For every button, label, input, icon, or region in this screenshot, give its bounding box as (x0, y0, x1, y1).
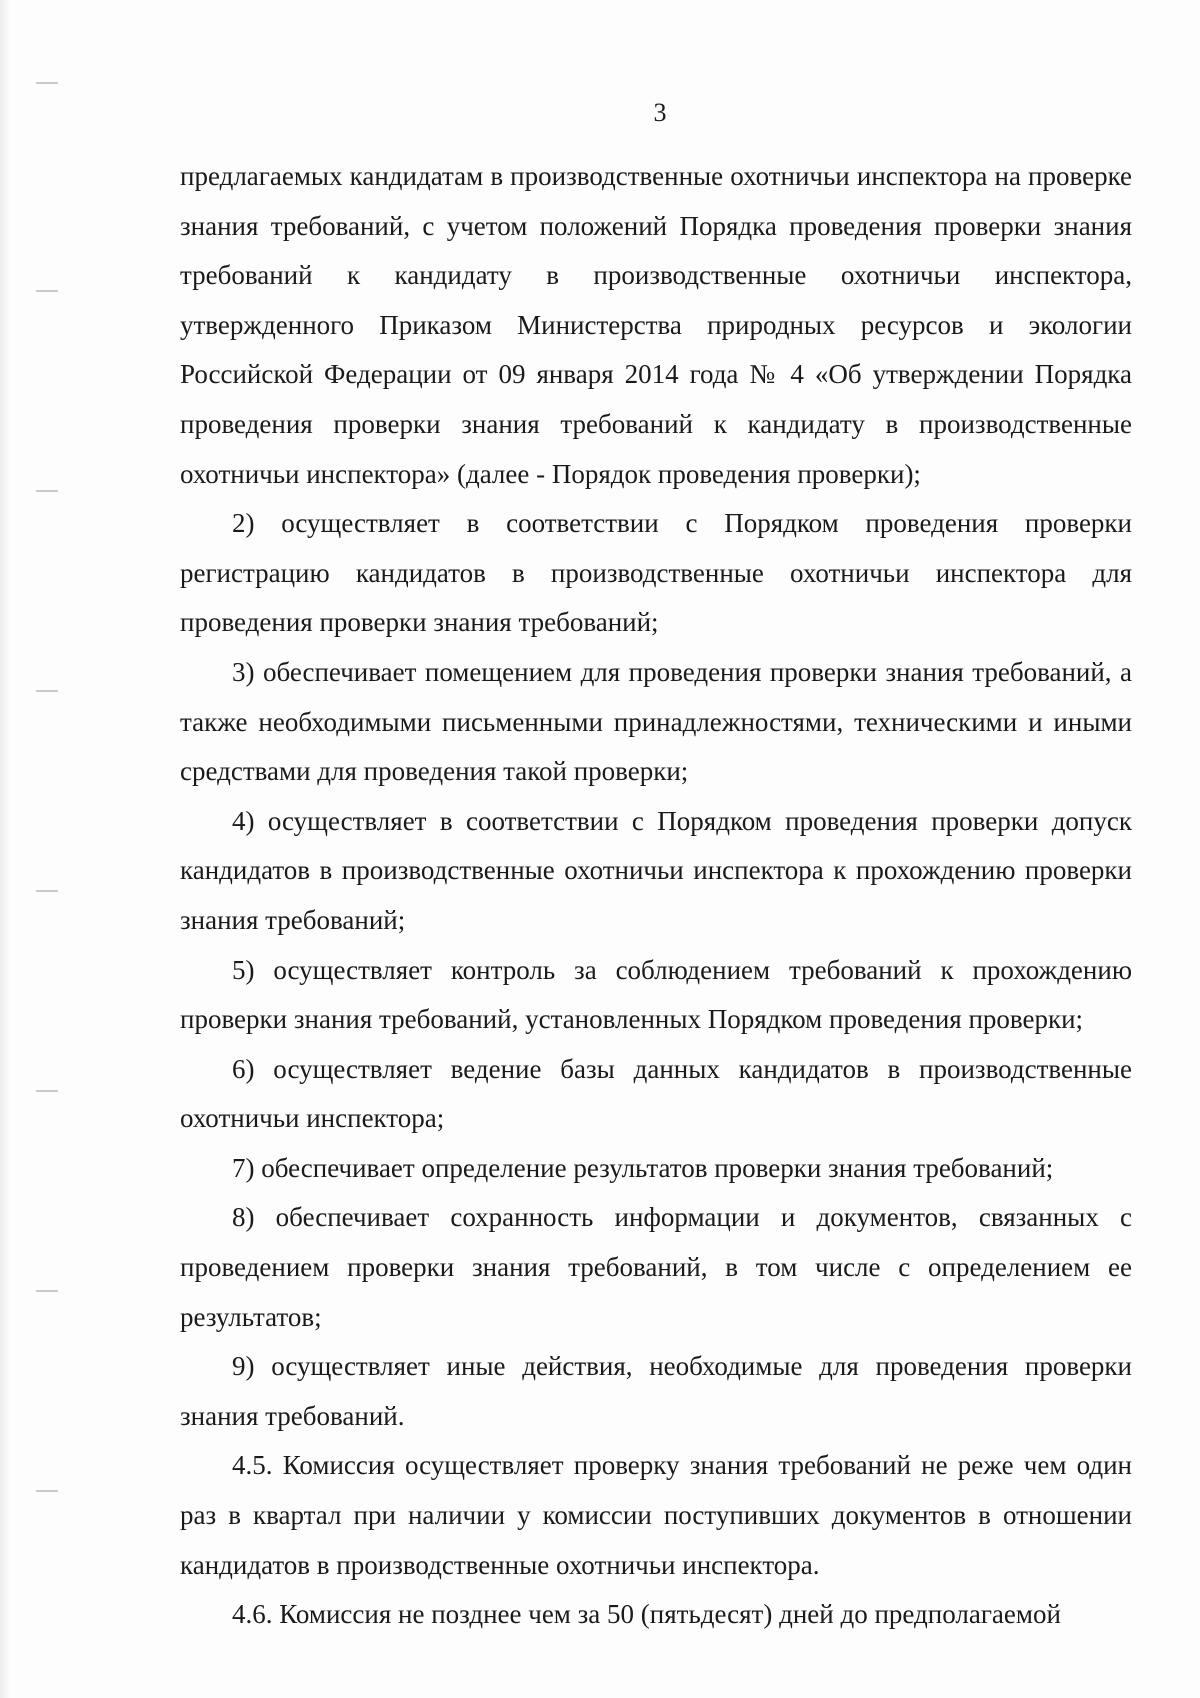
margin-mark (36, 690, 58, 692)
scan-edge (0, 0, 10, 1698)
margin-mark (36, 890, 58, 892)
document-body (180, 152, 1132, 1640)
page-number: 3 (653, 98, 667, 127)
list-item-4: 4) осуществляет в соответствии с Порядком проведения проверки допуск кандидатов в производственные охотничьи инспектора к прохождению проверки знания требований; (180, 805, 1132, 935)
margin-mark (36, 1490, 58, 1492)
clause-4-6: 4.6. Комиссия не позднее чем за 50 (пятьдесят) дней до предполагаемой (232, 1599, 1061, 1630)
margin-mark (36, 490, 58, 492)
margin-mark (36, 1290, 58, 1292)
list-item-7: 7) обеспечивает определение результатов проверки знания требований; (232, 1152, 1054, 1183)
paragraph-continuation: предлагаемых кандидатам в производственные охотничьи инспектора на проверке знания требований, с учетом положений Порядка проведения проверки знания требований к кандидату в производственные охотничьи инспектора, утвержденного Приказом Министерства природных ресурсов и экологии Российской Федерации от 09 января 2014 года № 4 «Об утверждении Порядка проведения проверки знания требований к кандидату в производственные охотничьи инспектора» (далее - Порядок проведения проверки); (180, 161, 1132, 489)
margin-mark (36, 1090, 58, 1092)
margin-mark (36, 82, 58, 84)
list-item-6: 6) осуществляет ведение базы данных кандидатов в производственные охотничьи инспектора; (180, 1053, 1132, 1134)
list-item-5: 5) осуществляет контроль за соблюдением требований к прохождению проверки знания требований, установленных Порядком проведения проверки; (180, 954, 1132, 1035)
list-item-2: 2) осуществляет в соответствии с Порядком проведения проверки регистрацию кандидатов в производственные охотничьи инспектора для проведения проверки знания требований; (180, 508, 1132, 638)
list-item-3: 3) обеспечивает помещением для проведения проверки знания требований, а также необходимыми письменными принадлежностями, техническими и иными средствами для проведения такой проверки; (180, 656, 1132, 787)
clause-4-5: 4.5. Комиссия осуществляет проверку знания требований не реже чем один раз в квартал при наличии у комиссии поступивших документов в отношении кандидатов в производственные охотничьи инспектора. (180, 1450, 1132, 1580)
list-item-9: 9) осуществляет иные действия, необходимые для проведения проверки знания требований. (180, 1351, 1132, 1431)
margin-mark (36, 290, 58, 292)
list-item-8: 8) обеспечивает сохранность информации и документов, связанных с проведением проверки знания требований, в том числе с определением ее результатов; (180, 1202, 1132, 1332)
